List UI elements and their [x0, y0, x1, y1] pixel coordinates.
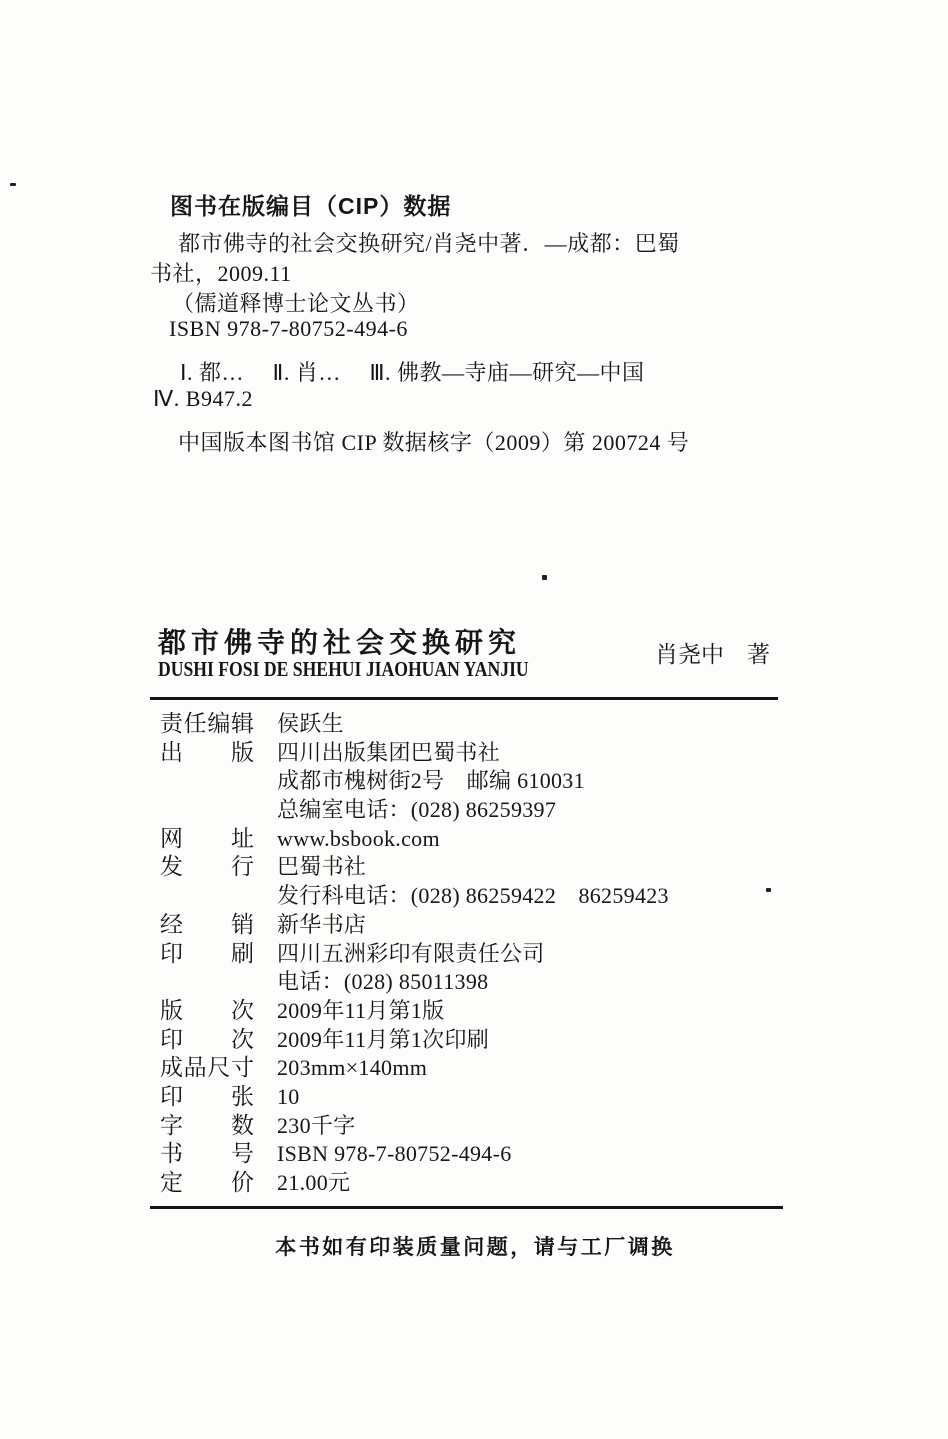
- colophon-value: 230千字: [277, 1112, 356, 1138]
- colophon-row: [160, 1112, 800, 1141]
- colophon-value: 21.00元: [277, 1170, 351, 1195]
- colophon-value: 203mm×140mm: [277, 1055, 428, 1081]
- colophon-label: 经销: [160, 911, 254, 937]
- colophon-row: [160, 997, 800, 1026]
- colophon-value: 巴蜀书社: [277, 854, 367, 880]
- colophon-label: 出版: [160, 739, 254, 765]
- colophon-row: [160, 1054, 800, 1083]
- colophon-label: 网址: [160, 825, 254, 851]
- colophon-label: 印刷: [160, 940, 254, 966]
- book-author: 肖尧中 著: [655, 642, 770, 667]
- colophon-label: 印次: [160, 1026, 254, 1052]
- cip-header: 图书在版编目（CIP）数据: [170, 193, 452, 219]
- colophon-row: [160, 968, 800, 997]
- cip-classification-line-2: Ⅳ. B947.2: [153, 386, 253, 411]
- colophon-label: 发行: [160, 854, 254, 880]
- colophon-row: [160, 911, 800, 940]
- colophon-value: 侯跃生: [277, 711, 344, 736]
- colophon-row: [160, 710, 800, 739]
- book-title-pinyin: DUSHI FOSI DE SHEHUI JIAOHUAN YANJIU: [158, 657, 529, 681]
- colophon-table: [160, 710, 800, 1198]
- divider-rule-top: [150, 697, 778, 700]
- colophon-row: [160, 1140, 800, 1169]
- divider-rule-bottom: [150, 1206, 783, 1209]
- cip-classification-line-1: Ⅰ. 都… Ⅱ. 肖… Ⅲ. 佛教—寺庙—研究—中国: [180, 360, 645, 385]
- colophon-value: 10: [277, 1083, 300, 1109]
- colophon-label: 字数: [160, 1112, 254, 1138]
- colophon-row: [160, 1083, 800, 1112]
- colophon-row: [160, 739, 800, 768]
- colophon-value: 2009年11月第1版: [277, 997, 445, 1023]
- colophon-row: [160, 825, 800, 854]
- cip-record-number: 中国版本图书馆 CIP 数据核字（2009）第 200724 号: [178, 430, 690, 455]
- cip-isbn: ISBN 978-7-80752-494-6: [169, 316, 408, 341]
- colophon-label: 书号: [160, 1141, 254, 1167]
- colophon-label: 版次: [160, 997, 254, 1023]
- cip-entry-line-1: 都市佛寺的社会交换研究/肖尧中著．—成都：巴蜀: [178, 231, 680, 256]
- colophon-row: [160, 796, 800, 825]
- colophon-value: 总编室电话：(028) 86259397: [277, 797, 557, 823]
- colophon-row: [160, 767, 800, 796]
- colophon-label: 成品尺寸: [160, 1055, 254, 1081]
- colophon-value: 新华书店: [277, 911, 367, 937]
- colophon-value: 发行科电话：(028) 86259422 86259423: [277, 883, 669, 909]
- colophon-row: [160, 940, 800, 969]
- colophon-row: [160, 882, 800, 911]
- colophon-value: www.bsbook.com: [277, 825, 440, 851]
- scan-speck: [542, 575, 547, 580]
- colophon-label: 印张: [160, 1083, 254, 1109]
- colophon-value: 四川五洲彩印有限责任公司: [277, 940, 545, 966]
- cip-series: （儒道释博士论文丛书）: [172, 291, 420, 316]
- colophon-row: [160, 853, 800, 882]
- quality-note: 本书如有印装质量问题，请与工厂调换: [275, 1235, 675, 1259]
- colophon-value: 成都市槐树街2号 邮编 610031: [277, 768, 585, 794]
- cip-entry-line-2: 书社，2009.11: [150, 261, 292, 286]
- colophon-value: ISBN 978-7-80752-494-6: [277, 1141, 512, 1167]
- colophon-value: 四川出版集团巴蜀书社: [277, 739, 501, 765]
- colophon-row: [160, 1026, 800, 1055]
- book-title: 都市佛寺的社会交换研究: [158, 627, 522, 658]
- colophon-label: 责任编辑: [160, 711, 254, 736]
- colophon-row: [160, 1169, 800, 1198]
- scan-speck: [10, 183, 16, 186]
- colophon-value: 电话：(028) 85011398: [277, 969, 489, 995]
- colophon-label: 定价: [160, 1170, 254, 1195]
- colophon-value: 2009年11月第1次印刷: [277, 1026, 490, 1052]
